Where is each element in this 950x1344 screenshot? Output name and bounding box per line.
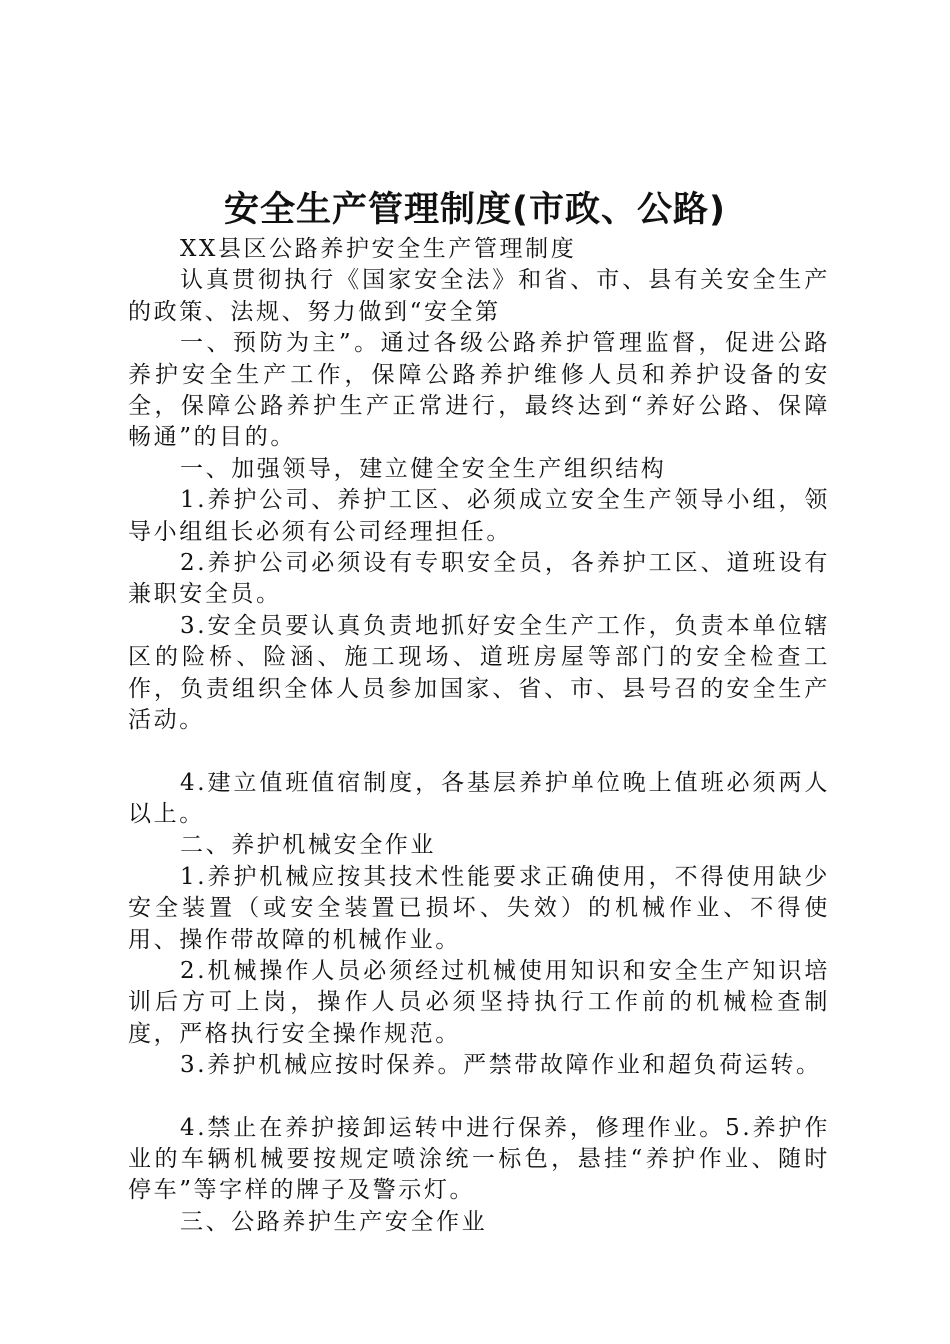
paragraph-machinery-1: 1.养护机械应按其技术性能要求正确使用，不得使用缺少安全装置（或安全装置已损坏、失效）的机械作业、不得使用、操作带故障的机械作业。 <box>128 863 830 953</box>
paragraph-item-1: 1.养护公司、养护工区、必须成立安全生产领导小组，领导小组组长必须有公司经理担任。 <box>128 487 830 545</box>
paragraph-item-3: 3.安全员要认真负责地抓好安全生产工作，负责本单位辖区的险桥、险涵、施工现场、道班房屋等部门的安全检查工作，负责组织全体人员参加国家、省、市、县号召的安全生产活动。 <box>128 612 830 734</box>
document-title: 安全生产管理制度(市政、公路) <box>224 190 726 230</box>
document-body <box>128 234 830 1238</box>
paragraph-machinery-2: 2.机械操作人员必须经过机械使用知识和安全生产知识培训后方可上岗，操作人员必须坚持执行工作前的机械检查制度，严格执行安全操作规范。 <box>128 957 830 1047</box>
section-heading-road-maintenance: 三、公路养护生产安全作业 <box>180 1208 488 1235</box>
section-heading-leadership: 一、加强领导，建立健全安全生产组织结构 <box>180 455 667 482</box>
paragraph-goal: 一、预防为主”。通过各级公路养护管理监督，促进公路养护安全生产工作，保障公路养护维修人员和养护设备的安全，保障公路养护生产正常进行，最终达到“养好公路、保障畅通”的目的。 <box>128 330 830 451</box>
paragraph-item-2: 2.养护公司必须设有专职安全员，各养护工区、道班设有兼职安全员。 <box>128 550 830 608</box>
section-heading-machinery: 二、养护机械安全作业 <box>180 832 436 859</box>
paragraph-machinery-3: 3.养护机械应按时保养。严禁带故障作业和超负荷运转。 <box>180 1052 822 1079</box>
paragraph-machinery-4-5: 4.禁止在养护接卸运转中进行保养，修理作业。5.养护作业的车辆机械要按规定喷涂统一标色，悬挂“养护作业、随时停车”等字样的牌子及警示灯。 <box>128 1114 830 1204</box>
paragraph-item-4: 4.建立值班值宿制度，各基层养护单位晚上值班必须两人以上。 <box>128 769 830 827</box>
paragraph-intro: 认真贯彻执行《国家安全法》和省、市、县有关安全生产的政策、法规、努力做到“安全第 <box>128 267 830 325</box>
paragraph-subtitle: XX县区公路养护安全生产管理制度 <box>180 236 577 262</box>
